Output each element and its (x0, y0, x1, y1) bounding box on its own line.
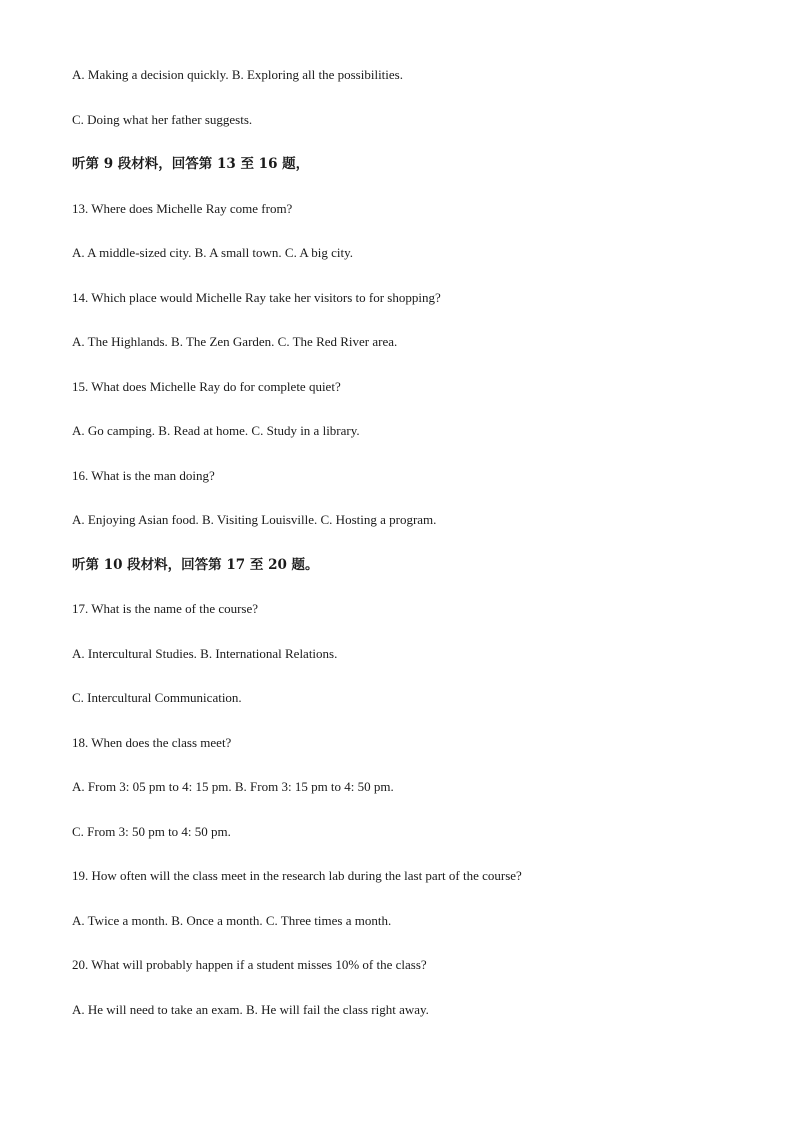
options-18-ab: A. From 3: 05 pm to 4: 15 pm. B. From 3: 15 pm to 4: 50 pm. (72, 779, 394, 794)
options-15: A. Go camping. B. Read at home. C. Study in a library. (72, 423, 360, 438)
question-13: 13. Where does Michelle Ray come from? (72, 200, 293, 216)
options-20: A. He will need to take an exam. B. He will fail the class right away. (72, 1001, 429, 1017)
section-heading-10: 听第 10 段材料，回答第 17 至 20 题。 (72, 556, 319, 573)
question-20: 20. What will probably happen if a student misses 10% of the class? (72, 957, 427, 972)
question-16: 16. What is the man doing? (72, 467, 215, 483)
options-14: A. The Highlands. B. The Zen Garden. C. The Red River area. (72, 334, 398, 349)
option-line-q12-c: C. Doing what her father suggests. (72, 111, 253, 127)
question-14: 14. Which place would Michelle Ray take her visitors to for shopping? (72, 289, 441, 305)
option-line-q12-ab: A. Making a decision quickly. B. Exploring all the possibilities. (72, 67, 403, 82)
options-19: A. Twice a month. B. Once a month. C. Three times a month. (72, 912, 392, 928)
question-19: 19. How often will the class meet in the research lab during the last part of the course? (72, 868, 522, 883)
options-17-c: C. Intercultural Communication. (72, 690, 242, 705)
section-heading-9: 听第 9 段材料，回答第 13 至 16 题， (72, 156, 310, 172)
question-17: 17. What is the name of the course? (72, 601, 259, 616)
options-16: A. Enjoying Asian food. B. Visiting Louisville. C. Hosting a program. (72, 512, 437, 527)
options-13: A. A middle-sized city. B. A small town. C. A big city. (72, 245, 354, 260)
options-17-ab: A. Intercultural Studies. B. International Relations. (72, 645, 338, 661)
document-page (72, 66, 752, 1045)
options-18-c: C. From 3: 50 pm to 4: 50 pm. (72, 823, 231, 839)
question-15: 15. What does Michelle Ray do for complete quiet? (72, 378, 341, 394)
question-18: 18. When does the class meet? (72, 734, 232, 750)
